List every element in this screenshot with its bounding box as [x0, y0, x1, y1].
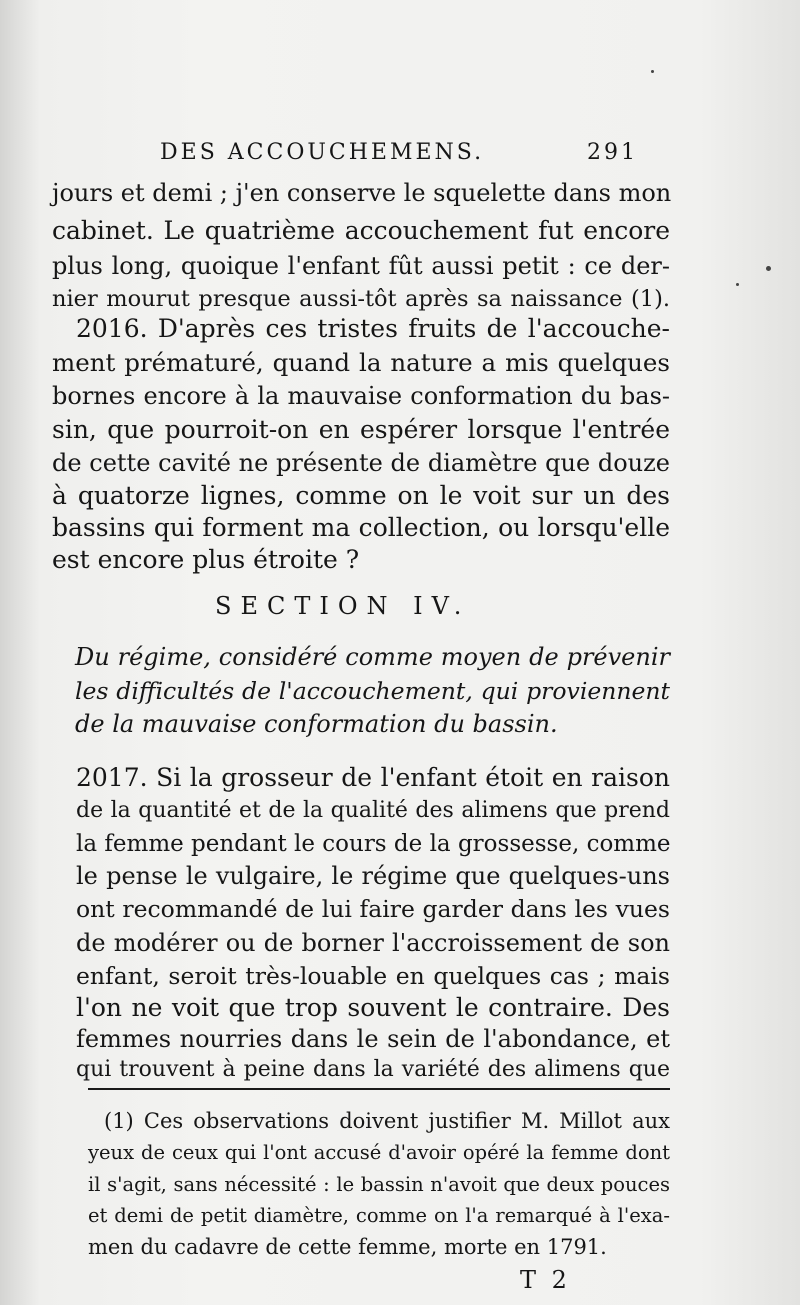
footnote-line: et demi de petit diamètre, comme on l'a remarqué à l'exa-	[88, 1204, 670, 1227]
section-heading: SECTION IV.	[215, 592, 471, 620]
ink-speck	[766, 266, 771, 271]
text-line: le pense le vulgaire, le régime que quelques-uns	[76, 862, 670, 890]
text-line: 2017. Si la grosseur de l'enfant étoit en raison	[76, 763, 670, 792]
text-line: ont recommandé de lui faire garder dans les vues	[76, 895, 670, 923]
text-line: est encore plus étroite ?	[52, 545, 360, 574]
text-line: enfant, seroit très-louable en quelques cas ; mais	[76, 962, 670, 990]
ink-speck	[736, 283, 739, 286]
page-number: 291	[587, 140, 638, 165]
running-title: DES ACCOUCHEMENS.	[160, 140, 485, 165]
text-line: cabinet. Le quatrième accouchement fut encore	[52, 216, 670, 245]
text-line: bornes encore à la mauvaise conformation du bas-	[52, 382, 670, 410]
footnote-rule	[88, 1088, 670, 1090]
section-subtitle-line: de la mauvaise conformation du bassin.	[75, 710, 558, 738]
footnote-line: (1) Ces observations doivent justifier M. Millot aux	[104, 1109, 670, 1133]
section-subtitle-line: Du régime, considéré comme moyen de prévenir	[75, 643, 670, 671]
footnote-line: il s'agit, sans nécessité : le bassin n'avoit que deux pouces	[88, 1173, 670, 1196]
text-line: bassins qui forment ma collection, ou lorsqu'elle	[52, 513, 670, 542]
text-line: 2016. D'après ces tristes fruits de l'accouche-	[76, 314, 670, 343]
text-line: femmes nourries dans le sein de l'abondance, et	[76, 1025, 670, 1053]
text-line: la femme pendant le cours de la grossesse, comme	[76, 831, 671, 857]
text-line: sin, que pourroit-on en espérer lorsque l'entrée	[52, 415, 670, 444]
text-line: de modérer ou de borner l'accroissement de son	[76, 929, 670, 957]
text-line: de la quantité et de la qualité des alimens que prend	[76, 798, 670, 823]
section-subtitle-line: les difficultés de l'accouchement, qui proviennent	[75, 677, 670, 705]
text-line: qui trouvent à peine dans la variété des alimens que	[76, 1057, 670, 1082]
text-line: de cette cavité ne présente de diamètre que douze	[52, 449, 670, 477]
page-header	[160, 140, 638, 165]
text-line: jours et demi ; j'en conserve le squelette dans mon	[52, 179, 672, 207]
text-line: à quatorze lignes, comme on le voit sur un des	[52, 481, 670, 510]
footnote-line: yeux de ceux qui l'ont accusé d'avoir opéré la femme dont	[88, 1141, 670, 1164]
text-line: nier mourut presque aussi-tôt après sa naissance (1).	[52, 286, 670, 312]
signature-mark: T 2	[520, 1266, 571, 1294]
footnote-line: men du cadavre de cette femme, morte en 1791.	[88, 1235, 607, 1259]
ink-speck	[651, 70, 654, 73]
text-line: ment prématuré, quand la nature a mis quelques	[52, 348, 670, 377]
text-line: plus long, quoique l'enfant fût aussi petit : ce der-	[52, 252, 670, 280]
text-line: l'on ne voit que trop souvent le contraire. Des	[76, 993, 670, 1022]
